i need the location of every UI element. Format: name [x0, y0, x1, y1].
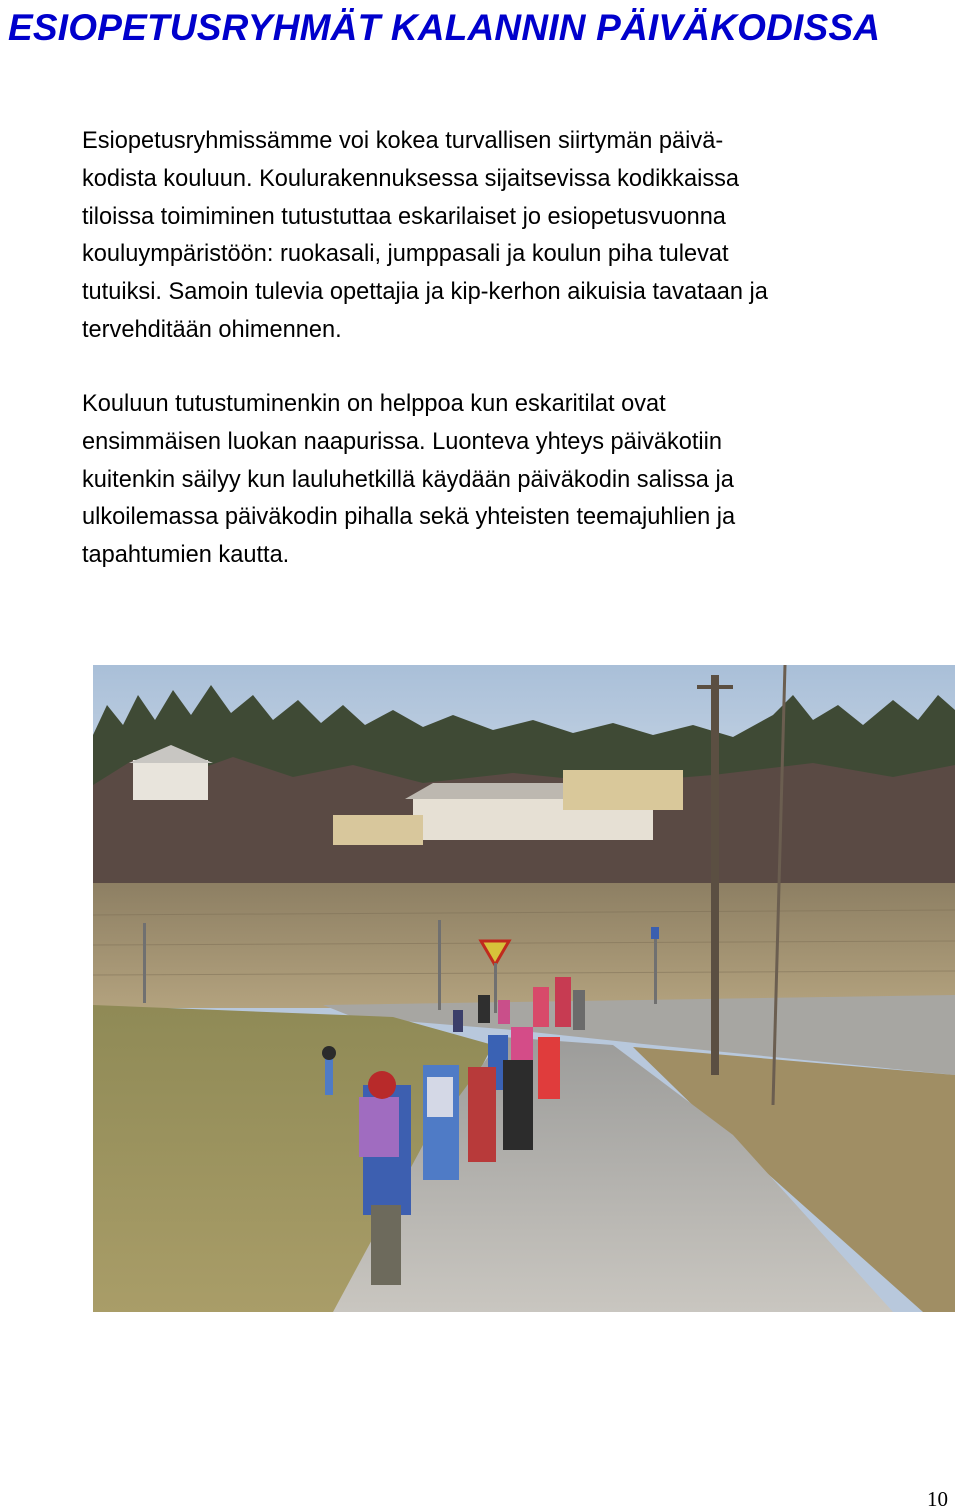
paragraph-intro — [82, 123, 942, 350]
paragraph-line: Esiopetusryhmissämme voi kokea turvallisen siirtymän päivä- — [82, 128, 724, 154]
paragraph-school — [82, 386, 942, 575]
utility-pole — [711, 675, 719, 1075]
paragraph-line: Kouluun tutustuminenkin on helppoa kun eskaritilat ovat — [82, 391, 666, 417]
field — [93, 883, 955, 1008]
paragraph-line: kodista kouluun. Koulurakennuksessa sijaitsevissa kodikkaissa — [82, 165, 740, 192]
school-building-yellow — [563, 770, 683, 810]
paragraph-line: tiloissa toimiminen tutustuttaa eskarilaiset jo esiopetusvuonna — [82, 203, 726, 230]
page-number: 10 — [927, 1487, 948, 1511]
children-walking-photo — [93, 665, 955, 1312]
paragraph-line: tutuiksi. Samoin tulevia opettajia ja kip-kerhon aikuisia tavataan ja — [82, 279, 768, 306]
paragraph-line: kuitenkin säilyy kun lauluhetkillä käydään päiväkodin salissa ja — [82, 466, 734, 493]
paragraph-line: kouluympäristöön: ruokasali, jumppasali ja koulun piha tulevat — [82, 241, 729, 268]
paragraph-line: ensimmäisen luokan naapurissa. Luonteva yhteys päiväkotiin — [82, 428, 723, 455]
paragraph-line: tervehditään ohimennen. — [82, 316, 342, 343]
house-left — [133, 760, 208, 800]
paragraph-line: ulkoilemassa päiväkodin pihalla sekä yhteisten teemajuhlien ja — [82, 504, 736, 531]
building-right — [333, 815, 423, 845]
paragraph-line: tapahtumien kautta. — [82, 542, 290, 569]
page-title: ESIOPETUSRYHMÄT KALANNIN PÄIVÄKODISSA — [8, 7, 881, 48]
